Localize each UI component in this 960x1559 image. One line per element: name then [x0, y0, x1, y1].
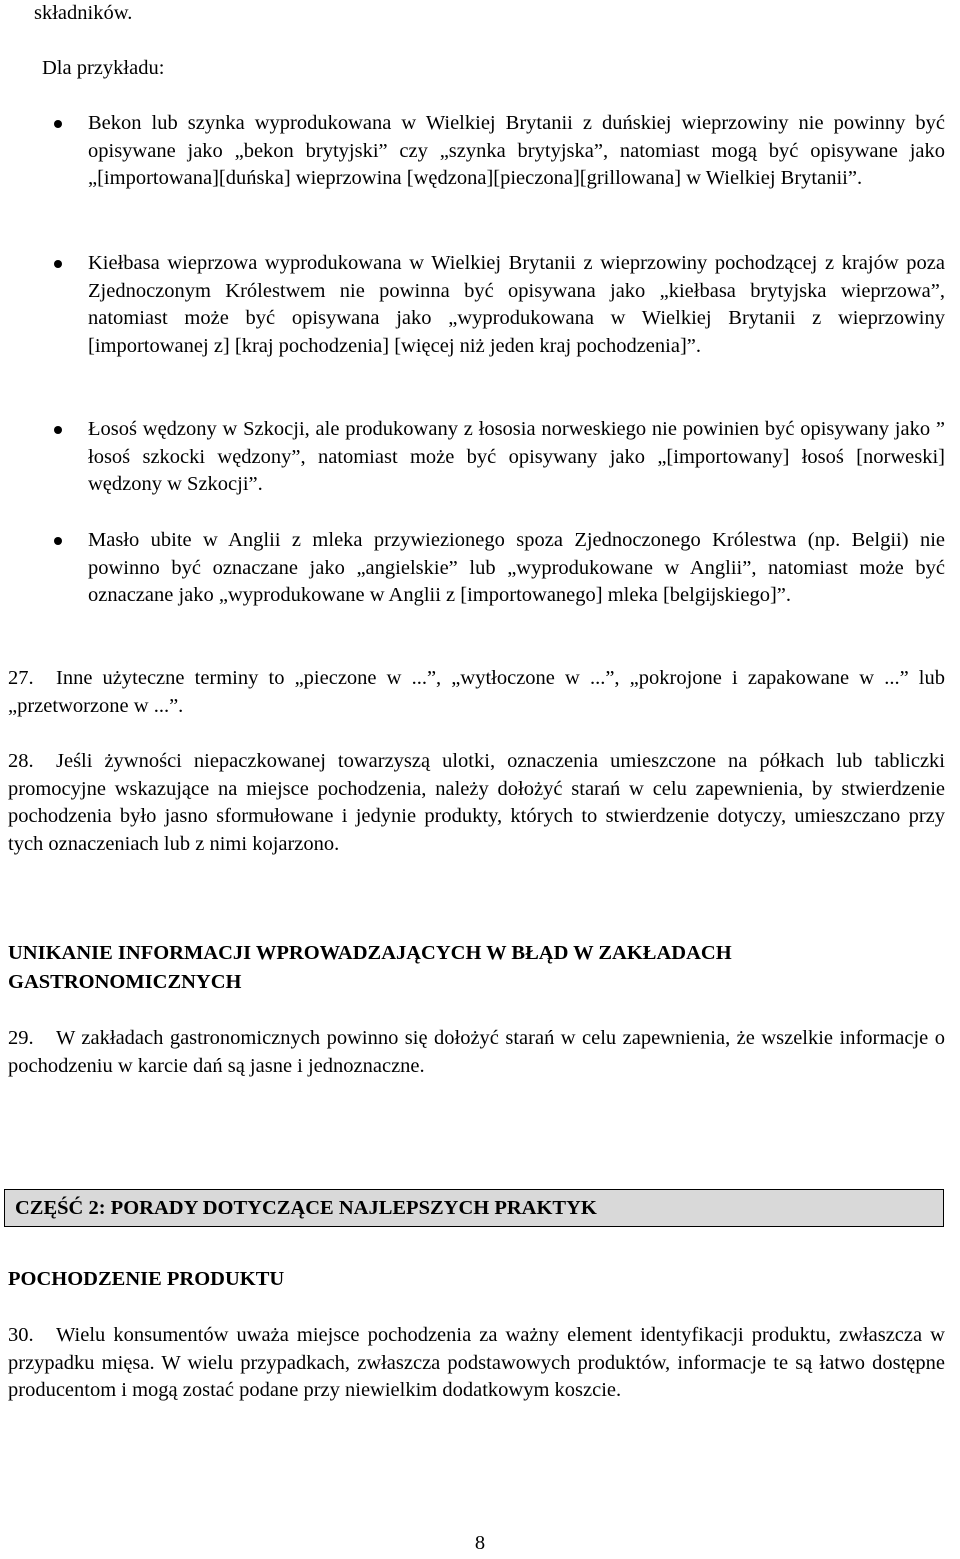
bullet-text: Bekon lub szynka wyprodukowana w Wielkiej Brytanii z duńskiej wieprzowiny nie powinny być opisywane jako „bekon brytyjski” czy „szynka brytyjska”, natomiast mogą być opisywane jako „[importowana][duńska] wieprzowina [wędzona][pieczona][grillowana] w Wielkiej Brytanii”.: [88, 112, 945, 189]
part-2-heading-box: [4, 1189, 944, 1227]
section-heading-origin: POCHODZENIE PRODUKTU: [8, 1268, 285, 1290]
paragraph-text: Jeśli żywności niepaczkowanej towarzyszą ulotki, oznaczenia umieszczone na półkach lub tabliczki promocyjne wskazujące na miejsce pochodzenia, należy dołożyć starań w celu zapewnienia, by stwierdzenie pochodzenia było jasno sformułowane i jedynie produkty, których to stwierdzenie dotyczy, umieszczano przy tych oznaczeniach lub z nimi kojarzono.: [8, 750, 945, 855]
part-2-heading: CZĘŚĆ 2: PORADY DOTYCZĄCE NAJLEPSZYCH PRAKTYK: [15, 1197, 597, 1219]
bullet-icon: [54, 426, 62, 434]
example-intro: Dla przykładu:: [42, 57, 165, 79]
bullet-text: Łosoś wędzony w Szkocji, ale produkowany z łososia norweskiego nie powinien być opisywany jako ” łosoś szkocki wędzony”, natomiast może być opisywany jako „[importowany] łosoś [norweski] wędzony w Szkocji”.: [88, 418, 945, 495]
paragraph-text: Wielu konsumentów uważa miejsce pochodzenia za ważny element identyfikacji produktu, zwłaszcza w przypadku mięsa. W wielu przypadkach, zwłaszcza podstawowych produktów, informacje te są łatwo dostępne producentom i mogą zostać podane przy niewielkim dodatkowym koszcie.: [8, 1324, 945, 1401]
page-number: 8: [474, 1532, 486, 1554]
bullet-text: Masło ubite w Anglii z mleka przywiezionego spoza Zjednoczonego Królestwa (np. Belgii) nie powinno być oznaczane jako „angielskie” lub „wyprodukowane w Anglii”, natomiast może być oznaczane jako „wyprodukowane w Anglii z [importowanego] mleka [belgijskiego]”.: [88, 529, 945, 606]
paragraph-text: Inne użyteczne terminy to „pieczone w ...”, „wytłoczone w ...”, „pokrojone i zapakowane w ...” lub „przetworzone w ...”.: [8, 667, 945, 717]
bullet-icon: [54, 260, 62, 268]
section-heading-catering: UNIKANIE INFORMACJI WPROWADZAJĄCYCH W BŁĄD W ZAKŁADACH GASTRONOMICZNYCH: [8, 942, 732, 993]
bullet-icon: [54, 120, 62, 128]
paragraph-text: W zakładach gastronomicznych powinno się dołożyć starań w celu zapewnienia, że wszelkie informacje o pochodzeniu w karcie dań są jasne i jednoznaczne.: [8, 1027, 945, 1077]
continuation-line: składników.: [34, 2, 133, 24]
paragraph-number: 29.: [8, 1027, 34, 1049]
paragraph-number: 30.: [8, 1324, 34, 1346]
paragraph-number: 28.: [8, 750, 34, 772]
paragraph-number: 27.: [8, 667, 34, 689]
bullet-text: Kiełbasa wieprzowa wyprodukowana w Wielkiej Brytanii z wieprzowiny pochodzącej z krajów poza Zjednoczonym Królestwem nie powinna być opisywana jako „kiełbasa brytyjska wieprzowa”, natomiast może być opisywana jako „wyprodukowana w Wielkiej Brytanii z wieprzowiny [importowanej z] [kraj pochodzenia] [więcej niż jeden kraj pochodzenia]”.: [88, 252, 945, 357]
bullet-icon: [54, 537, 62, 545]
